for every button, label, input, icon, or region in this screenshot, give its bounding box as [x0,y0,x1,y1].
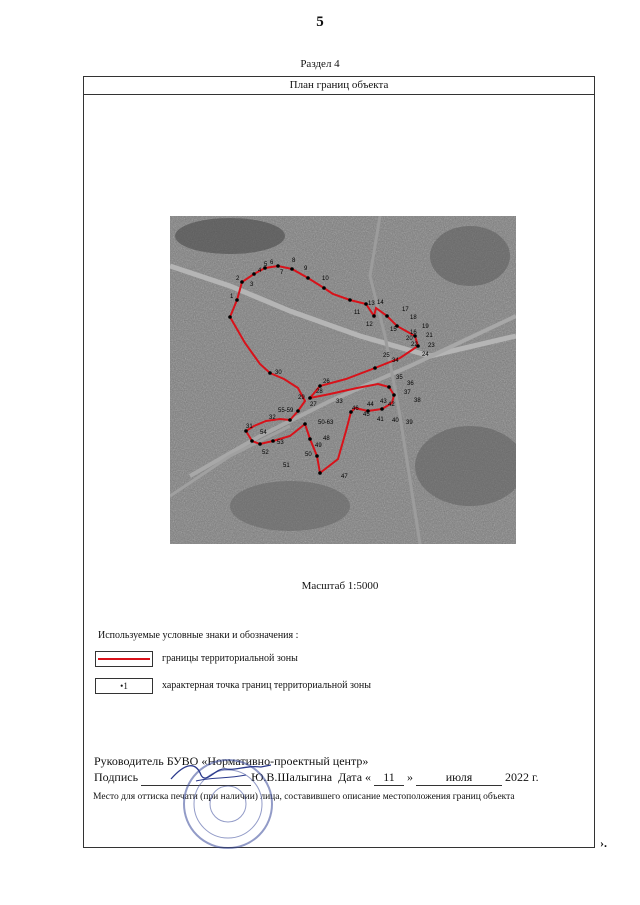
legend-title: Используемые условные знаки и обозначения : [98,630,299,641]
svg-text:10: 10 [322,276,329,282]
svg-text:35: 35 [396,375,403,381]
signature-line: Подпись Ю.В.Шалыгина Дата « 11 » июля 2022 г. [94,770,539,784]
svg-text:7: 7 [280,270,284,276]
svg-text:1: 1 [230,294,234,300]
svg-text:36: 36 [407,381,414,387]
handwritten-signature-image [166,757,276,787]
legend-boundary-symbol [95,651,153,667]
page-number: 5 [316,14,324,30]
svg-text:46: 46 [352,406,359,412]
svg-text:47: 47 [341,474,348,480]
svg-text:6: 6 [270,260,274,266]
svg-text:39: 39 [406,420,413,426]
svg-text:49: 49 [315,443,322,449]
svg-text:37: 37 [404,390,411,396]
seal-note: Место для оттиска печати (при наличии) лица, составившего описание местоположения границ объекта [93,792,515,802]
svg-text:18: 18 [410,315,417,321]
svg-text:23: 23 [428,343,435,349]
svg-text:2: 2 [236,276,240,282]
svg-text:25: 25 [383,353,390,359]
svg-text:52: 52 [262,450,269,456]
svg-text:15: 15 [390,327,397,333]
svg-text:30: 30 [275,370,282,376]
svg-text:9: 9 [304,266,308,272]
svg-text:41: 41 [377,417,384,423]
svg-text:31: 31 [246,424,253,430]
svg-text:54: 54 [260,430,267,436]
svg-text:28: 28 [316,389,323,395]
section-label: Раздел 4 [300,58,340,70]
svg-text:42: 42 [388,402,395,408]
svg-text:51: 51 [283,463,290,469]
scan-mark: ›. [600,836,607,850]
svg-text:4: 4 [258,268,262,274]
svg-text:53: 53 [277,440,284,446]
svg-text:32: 32 [269,415,276,421]
svg-text:13: 13 [368,301,375,307]
svg-text:27: 27 [310,402,317,408]
scale-label: Масштаб 1:5000 [301,580,379,592]
svg-text:8: 8 [292,258,296,264]
svg-text:21: 21 [426,333,433,339]
svg-text:50-63: 50-63 [318,420,334,426]
svg-text:24: 24 [422,352,429,358]
aerial-map [170,216,516,544]
legend-point-symbol: •1 [95,678,153,694]
svg-text:44: 44 [367,402,374,408]
svg-text:5: 5 [264,262,268,268]
legend-boundary-label: границы территориальной зоны [162,653,298,664]
svg-text:22: 22 [411,342,418,348]
svg-text:26: 26 [323,379,330,385]
svg-text:16: 16 [410,330,417,336]
svg-text:55-59: 55-59 [278,408,294,414]
svg-text:50: 50 [305,452,312,458]
svg-text:20: 20 [406,336,413,342]
svg-text:11: 11 [354,310,361,316]
svg-text:40: 40 [392,418,399,424]
svg-text:38: 38 [414,398,421,404]
svg-text:43: 43 [380,399,387,405]
plan-frame [83,76,595,848]
svg-text:19: 19 [422,324,429,330]
legend-point-label: характерная точка границ территориальной зоны [162,680,371,691]
svg-text:48: 48 [323,436,330,442]
svg-text:12: 12 [366,322,373,328]
svg-text:3: 3 [250,282,254,288]
svg-text:34: 34 [392,358,399,364]
svg-text:17: 17 [402,307,409,313]
plan-title: План границ объекта [84,77,594,95]
svg-text:29: 29 [298,395,305,401]
signature-head: Руководитель БУВО «Нормативно-проектный центр» [94,754,369,768]
svg-text:33: 33 [336,399,343,405]
svg-text:14: 14 [377,300,384,306]
svg-text:45: 45 [363,412,370,418]
